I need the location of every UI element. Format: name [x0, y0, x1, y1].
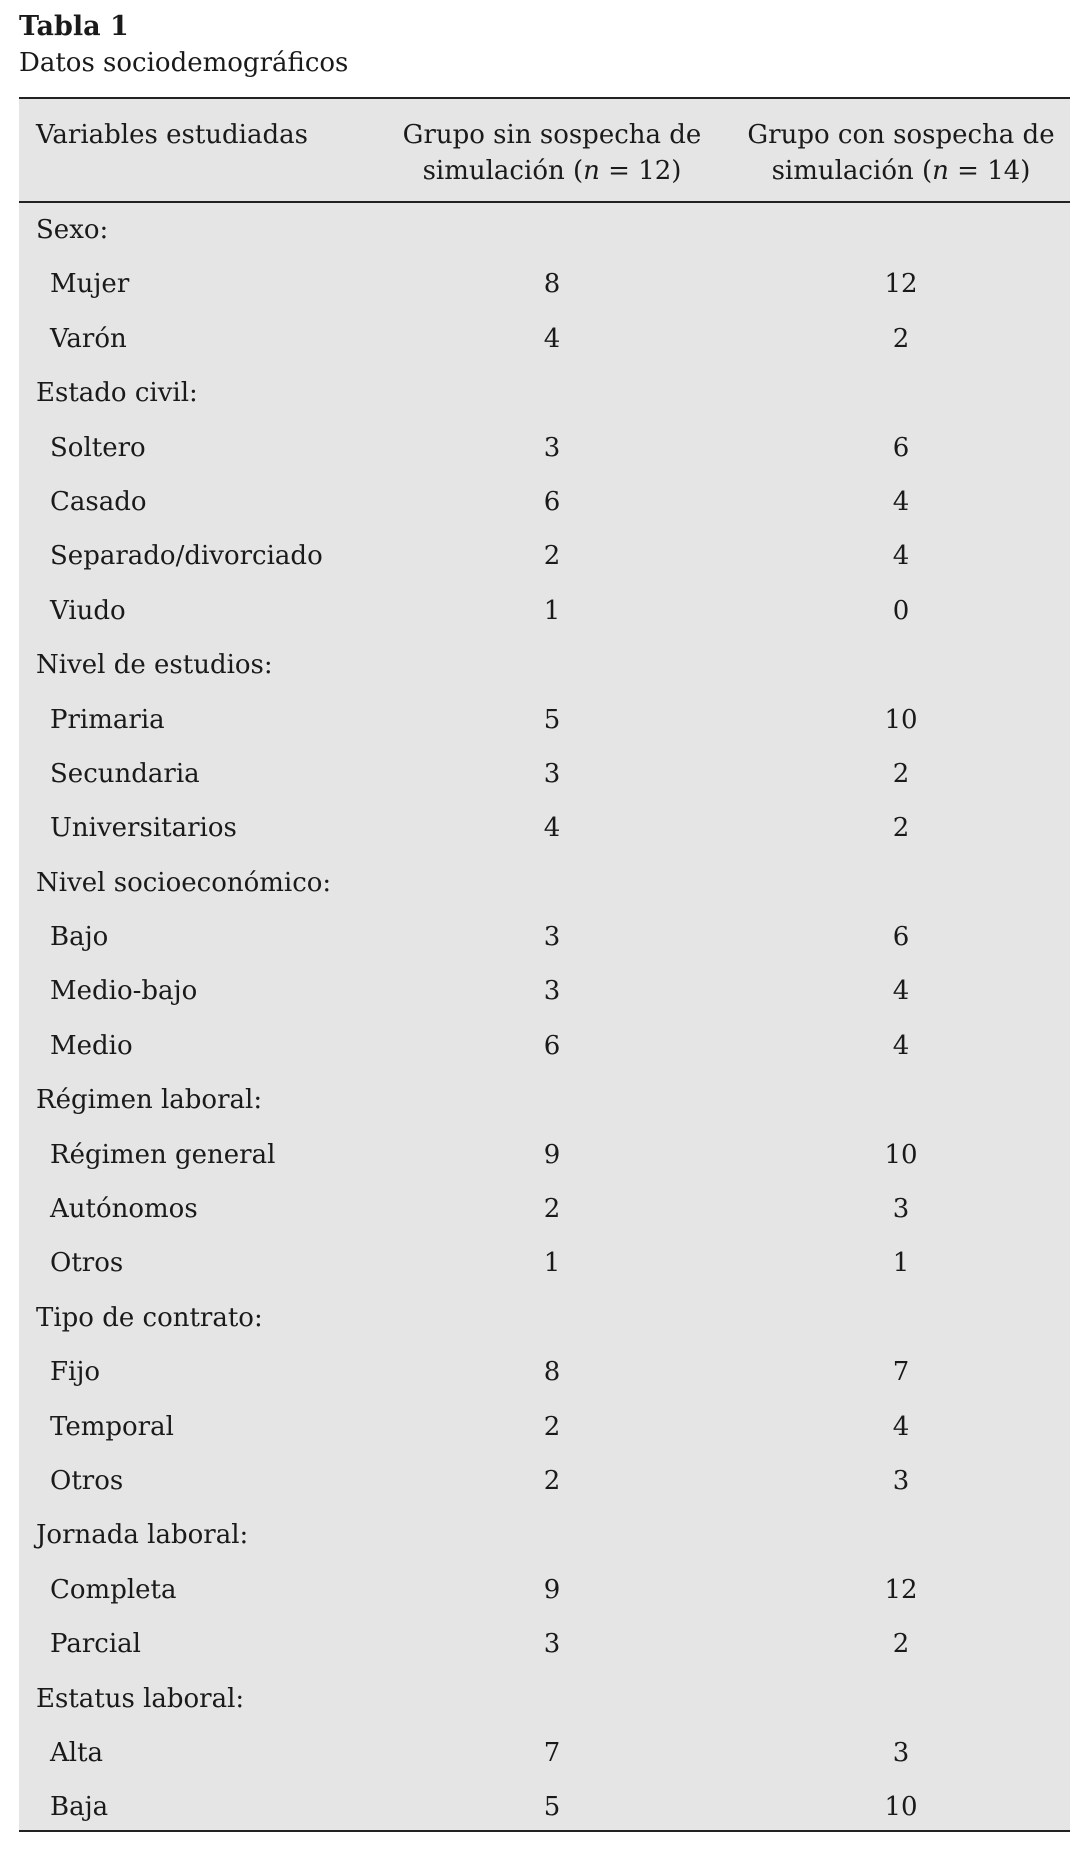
cell-group-with-suspicion: 4 [892, 541, 910, 572]
row-label: Baja [50, 1792, 109, 1823]
cell-group-with-suspicion: 4 [892, 486, 910, 517]
cell-group-with-suspicion: 3 [892, 1465, 910, 1496]
cell-group-with-suspicion: 7 [892, 1357, 910, 1388]
cell-group-with-suspicion: 6 [892, 922, 910, 953]
table-caption-subtitle: Datos sociodemográficos [19, 48, 349, 78]
cell-group-without-suspicion: 9 [543, 1139, 561, 1170]
header-group1-suffix: = 12) [599, 156, 682, 186]
row-label: Casado [50, 486, 147, 517]
table-category-row [19, 203, 1070, 257]
header-group2-line1: Grupo con sospecha de [747, 120, 1055, 150]
cell-group-without-suspicion: 8 [543, 269, 561, 300]
header-group2-prefix: simulación ( [771, 156, 933, 186]
category-label: Jornada laboral: [36, 1520, 249, 1551]
cell-group-without-suspicion: 1 [543, 595, 561, 626]
table-row [19, 747, 1070, 801]
category-label: Nivel socioeconómico: [36, 867, 332, 898]
table-category-row [19, 1672, 1070, 1726]
header-variables: Variables estudiadas [36, 120, 308, 150]
table-header [19, 99, 1070, 203]
cell-group-without-suspicion: 3 [543, 976, 561, 1007]
table-row [19, 1617, 1070, 1671]
cell-group-without-suspicion: 4 [543, 813, 561, 844]
category-label: Nivel de estudios: [36, 650, 273, 681]
row-label: Secundaria [50, 758, 200, 789]
row-label: Otros [50, 1465, 124, 1496]
table-category-row [19, 856, 1070, 910]
table-row [19, 964, 1070, 1018]
category-label: Estado civil: [36, 378, 198, 409]
row-label: Primaria [50, 704, 165, 735]
row-label: Régimen general [50, 1139, 276, 1170]
header-group1-line1: Grupo sin sospecha de [402, 120, 702, 150]
cell-group-without-suspicion: 3 [543, 432, 561, 463]
category-label: Tipo de contrato: [36, 1302, 263, 1333]
cell-group-with-suspicion: 2 [892, 1629, 910, 1660]
header-group-without-suspicion [372, 117, 732, 189]
cell-group-without-suspicion: 2 [543, 541, 561, 572]
sociodemographic-table [19, 97, 1070, 1832]
row-label: Bajo [50, 922, 109, 953]
table-row [19, 421, 1070, 475]
cell-group-without-suspicion: 3 [543, 1629, 561, 1660]
row-label: Fijo [50, 1357, 101, 1388]
cell-group-without-suspicion: 5 [543, 704, 561, 735]
cell-group-without-suspicion: 7 [543, 1737, 561, 1768]
row-label: Otros [50, 1248, 124, 1279]
category-label: Régimen laboral: [36, 1085, 263, 1116]
table-row [19, 312, 1070, 366]
cell-group-with-suspicion: 4 [892, 1411, 910, 1442]
cell-group-without-suspicion: 6 [543, 486, 561, 517]
cell-group-without-suspicion: 2 [543, 1465, 561, 1496]
header-group-with-suspicion [721, 117, 1081, 189]
table-category-row [19, 1291, 1070, 1345]
category-label: Estatus laboral: [36, 1683, 245, 1714]
table-category-row [19, 1508, 1070, 1562]
table-body [19, 203, 1070, 1835]
table-category-row [19, 366, 1070, 420]
table-caption-title: Tabla 1 [19, 11, 129, 42]
table-row [19, 1019, 1070, 1073]
cell-group-with-suspicion: 10 [884, 704, 918, 735]
cell-group-without-suspicion: 6 [543, 1030, 561, 1061]
table-row [19, 1563, 1070, 1617]
header-group1-line2 [372, 153, 732, 189]
header-group2-n: n [932, 156, 949, 186]
table-row [19, 801, 1070, 855]
cell-group-with-suspicion: 0 [892, 595, 910, 626]
cell-group-with-suspicion: 12 [884, 1574, 918, 1605]
cell-group-with-suspicion: 12 [884, 269, 918, 300]
table-row [19, 1454, 1070, 1508]
cell-group-with-suspicion: 4 [892, 1030, 910, 1061]
row-label: Varón [50, 323, 127, 354]
table-row [19, 1236, 1070, 1290]
table-row [19, 1400, 1070, 1454]
cell-group-without-suspicion: 1 [543, 1248, 561, 1279]
row-label: Viudo [50, 595, 126, 626]
row-label: Parcial [50, 1629, 141, 1660]
row-label: Completa [50, 1574, 177, 1605]
row-label: Medio-bajo [50, 976, 198, 1007]
row-label: Temporal [50, 1411, 174, 1442]
cell-group-with-suspicion: 3 [892, 1737, 910, 1768]
cell-group-with-suspicion: 2 [892, 758, 910, 789]
table-row [19, 1726, 1070, 1780]
cell-group-without-suspicion: 4 [543, 323, 561, 354]
cell-group-with-suspicion: 4 [892, 976, 910, 1007]
cell-group-with-suspicion: 2 [892, 323, 910, 354]
row-label: Autónomos [50, 1194, 198, 1225]
cell-group-without-suspicion: 5 [543, 1792, 561, 1823]
cell-group-without-suspicion: 3 [543, 922, 561, 953]
row-label: Soltero [50, 432, 146, 463]
cell-group-with-suspicion: 1 [892, 1248, 910, 1279]
cell-group-with-suspicion: 2 [892, 813, 910, 844]
table-row [19, 693, 1070, 747]
header-group1-prefix: simulación ( [422, 156, 584, 186]
cell-group-with-suspicion: 3 [892, 1194, 910, 1225]
table-row [19, 1128, 1070, 1182]
table-row [19, 529, 1070, 583]
table-row [19, 1780, 1070, 1834]
row-label: Medio [50, 1030, 133, 1061]
cell-group-with-suspicion: 10 [884, 1792, 918, 1823]
cell-group-without-suspicion: 2 [543, 1194, 561, 1225]
cell-group-without-suspicion: 2 [543, 1411, 561, 1442]
cell-group-with-suspicion: 10 [884, 1139, 918, 1170]
table-row [19, 1182, 1070, 1236]
cell-group-with-suspicion: 6 [892, 432, 910, 463]
cell-group-without-suspicion: 8 [543, 1357, 561, 1388]
table-category-row [19, 1073, 1070, 1127]
cell-group-without-suspicion: 3 [543, 758, 561, 789]
row-label: Separado/divorciado [50, 541, 323, 572]
row-label: Alta [50, 1737, 104, 1768]
table-row [19, 910, 1070, 964]
row-label: Mujer [50, 269, 130, 300]
category-label: Sexo: [36, 215, 109, 245]
table-row [19, 475, 1070, 529]
table-row [19, 257, 1070, 311]
row-label: Universitarios [50, 813, 237, 844]
table-row [19, 1345, 1070, 1399]
cell-group-without-suspicion: 9 [543, 1574, 561, 1605]
table-row [19, 584, 1070, 638]
header-group1-n: n [583, 156, 600, 186]
table-category-row [19, 638, 1070, 692]
header-group2-suffix: = 14) [948, 156, 1031, 186]
header-group2-line2 [721, 153, 1081, 189]
